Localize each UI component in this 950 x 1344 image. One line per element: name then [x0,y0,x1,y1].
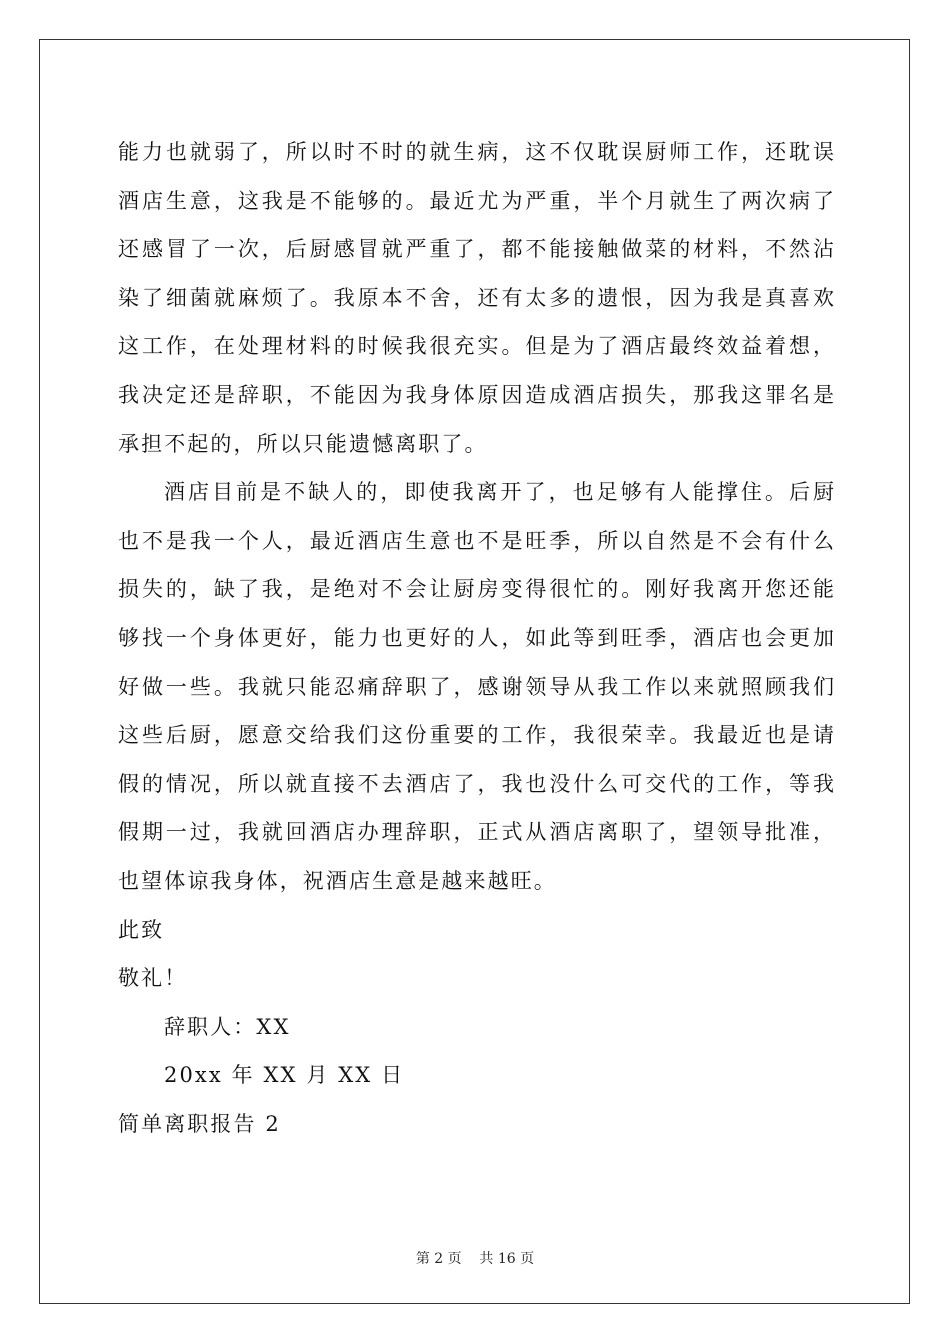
paragraph-line: 够找一个身体更好，能力也更好的人，如此等到旺季，酒店也会更加 [118,625,834,650]
closing-line: 此致 [118,917,165,942]
date-line: 20xx 年 XX 月 XX 日 [164,1063,405,1088]
paragraph-line: 也望体谅我身体，祝酒店生意是越来越旺。 [118,868,557,893]
salute-line: 敬礼！ [118,966,188,991]
section-heading: 简单离职报告 2 [118,1111,281,1136]
paragraph-line: 这些后厨，愿意交给我们这份重要的工作，我很荣幸。我最近也是请 [118,723,834,748]
paragraph-line: 损失的，缺了我，是绝对不会让厨房变得很忙的。刚好我离开您还能 [118,577,834,602]
paragraph-line: 假的情况，所以就直接不去酒店了，我也没什么可交代的工作，等我 [118,771,834,796]
paragraph-line: 酒店生意，这我是不能够的。最近尤为严重，半个月就生了两次病了 [118,188,834,213]
paragraph-line: 也不是我一个人，最近酒店生意也不是旺季，所以自然是不会有什么 [118,528,834,553]
paragraph-line: 还感冒了一次，后厨感冒就严重了，都不能接触做菜的材料，不然沾 [118,237,834,262]
page-number-footer: 第 2 页 共 16 页 [415,1251,535,1267]
paragraph-line: 染了细菌就麻烦了。我原本不舍，还有太多的遗恨，因为我是真喜欢 [118,285,834,310]
paragraph-line: 承担不起的，所以只能遗憾离职了。 [118,431,488,456]
paragraph-line: 假期一过，我就回酒店办理辞职，正式从酒店离职了，望领导批准， [118,820,834,845]
document-body [118,128,834,1148]
paragraph-line: 好做一些。我就只能忍痛辞职了，感谢领导从我工作以来就照顾我们 [118,674,834,699]
paragraph-line: 酒店目前是不缺人的，即使我离开了，也足够有人能撑住。后厨 [164,480,834,505]
paragraph-line: 我决定还是辞职，不能因为我身体原因造成酒店损失，那我这罪名是 [118,382,834,407]
paragraph-line: 能力也就弱了，所以时不时的就生病，这不仅耽误厨师工作，还耽误 [118,140,834,164]
paragraph-line: 这工作，在处理材料的时候我很充实。但是为了酒店最终效益着想， [118,334,834,359]
signature-line: 辞职人：XX [164,1014,291,1039]
